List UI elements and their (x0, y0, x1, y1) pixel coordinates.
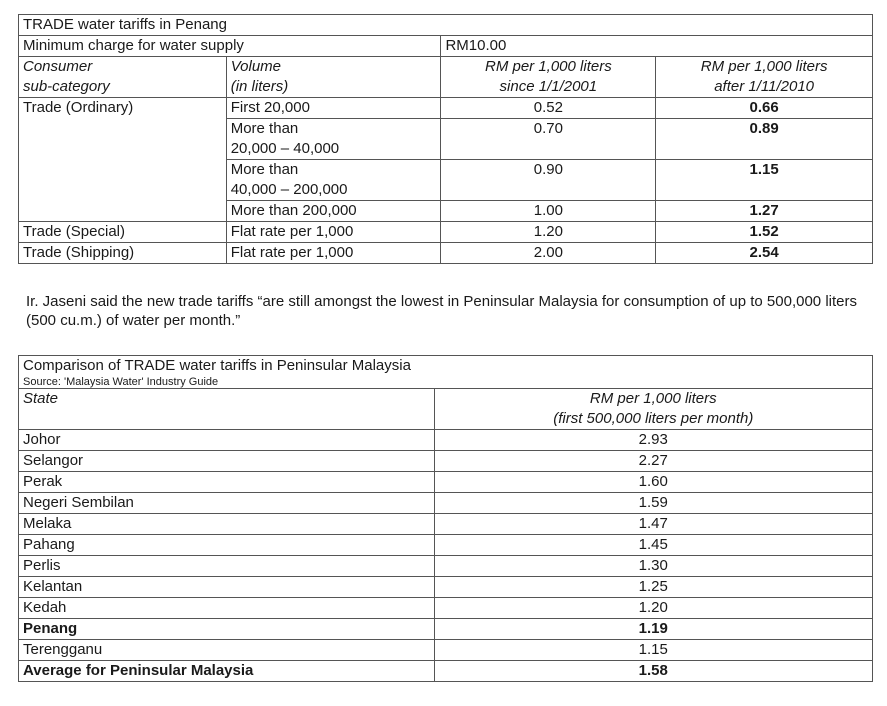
table-row (19, 222, 873, 243)
comparison-source: Source: 'Malaysia Water' Industry Guide (19, 376, 873, 389)
volume-cell: More than 20,000 – 40,000 (226, 119, 441, 160)
min-charge-row (19, 36, 873, 57)
new-rate-cell: 0.66 (656, 98, 873, 119)
rate-cell: 1.58 (434, 661, 872, 682)
state-cell: Perlis (19, 556, 435, 577)
new-rate-cell: 2.54 (656, 243, 873, 264)
header-state: State (19, 389, 435, 430)
rate-cell: 1.60 (434, 472, 872, 493)
penang-title-row (19, 15, 873, 36)
quote-paragraph: Ir. Jaseni said the new trade tariffs “are still amongst the lowest in Peninsular Malaysia for consumption of up to 500,000 liters (500 cu.m.) of water per month.” (26, 293, 857, 329)
table-row (19, 514, 873, 535)
table-row (19, 640, 873, 661)
header-rate-new: RM per 1,000 liters after 1/11/2010 (656, 57, 873, 98)
table-row (19, 577, 873, 598)
new-rate-cell: 1.52 (656, 222, 873, 243)
penang-header-row (19, 57, 873, 98)
state-cell: Pahang (19, 535, 435, 556)
old-rate-cell: 2.00 (441, 243, 656, 264)
category-cell: Trade (Ordinary) (19, 98, 227, 222)
table-row (19, 98, 873, 119)
table-row (19, 472, 873, 493)
rate-cell: 1.47 (434, 514, 872, 535)
table-row (19, 243, 873, 264)
header-rate-old: RM per 1,000 liters since 1/1/2001 (441, 57, 656, 98)
header-volume: Volume (in liters) (226, 57, 441, 98)
comparison-table (18, 355, 873, 682)
penang-tariff-table (18, 14, 873, 264)
volume-cell: Flat rate per 1,000 (226, 222, 441, 243)
state-cell: Penang (19, 619, 435, 640)
header-category: Consumer sub-category (19, 57, 227, 98)
rate-cell: 1.15 (434, 640, 872, 661)
table-row (19, 661, 873, 682)
state-cell: Negeri Sembilan (19, 493, 435, 514)
state-cell: Perak (19, 472, 435, 493)
table-row (19, 535, 873, 556)
state-cell: Terengganu (19, 640, 435, 661)
table-row (19, 619, 873, 640)
header-rate: RM per 1,000 liters (first 500,000 liters per month) (434, 389, 872, 430)
table-row (19, 556, 873, 577)
comparison-title-row (19, 356, 873, 377)
comparison-rows (19, 430, 873, 682)
table-row (19, 598, 873, 619)
min-charge-label: Minimum charge for water supply (19, 36, 441, 57)
old-rate-cell: 1.00 (441, 201, 656, 222)
state-cell: Kedah (19, 598, 435, 619)
old-rate-cell: 1.20 (441, 222, 656, 243)
new-rate-cell: 1.15 (656, 160, 873, 201)
rate-cell: 2.93 (434, 430, 872, 451)
state-cell: Kelantan (19, 577, 435, 598)
rate-cell: 1.25 (434, 577, 872, 598)
min-charge-value: RM10.00 (441, 36, 873, 57)
new-rate-cell: 1.27 (656, 201, 873, 222)
volume-cell: First 20,000 (226, 98, 441, 119)
new-rate-cell: 0.89 (656, 119, 873, 160)
table-row (19, 451, 873, 472)
rate-cell: 1.59 (434, 493, 872, 514)
rate-cell: 1.45 (434, 535, 872, 556)
rate-cell: 1.20 (434, 598, 872, 619)
category-cell: Trade (Shipping) (19, 243, 227, 264)
volume-cell: More than 40,000 – 200,000 (226, 160, 441, 201)
state-cell: Johor (19, 430, 435, 451)
volume-cell: Flat rate per 1,000 (226, 243, 441, 264)
comparison-source-row (19, 376, 873, 389)
rate-cell: 1.19 (434, 619, 872, 640)
state-cell: Selangor (19, 451, 435, 472)
table-row (19, 493, 873, 514)
comparison-header-row (19, 389, 873, 430)
state-cell: Average for Peninsular Malaysia (19, 661, 435, 682)
comparison-table-title: Comparison of TRADE water tariffs in Peninsular Malaysia (19, 356, 873, 377)
rate-cell: 1.30 (434, 556, 872, 577)
category-cell: Trade (Special) (19, 222, 227, 243)
penang-table-title: TRADE water tariffs in Penang (19, 15, 873, 36)
old-rate-cell: 0.70 (441, 119, 656, 160)
rate-cell: 2.27 (434, 451, 872, 472)
state-cell: Melaka (19, 514, 435, 535)
old-rate-cell: 0.90 (441, 160, 656, 201)
table-row (19, 430, 873, 451)
old-rate-cell: 0.52 (441, 98, 656, 119)
volume-cell: More than 200,000 (226, 201, 441, 222)
